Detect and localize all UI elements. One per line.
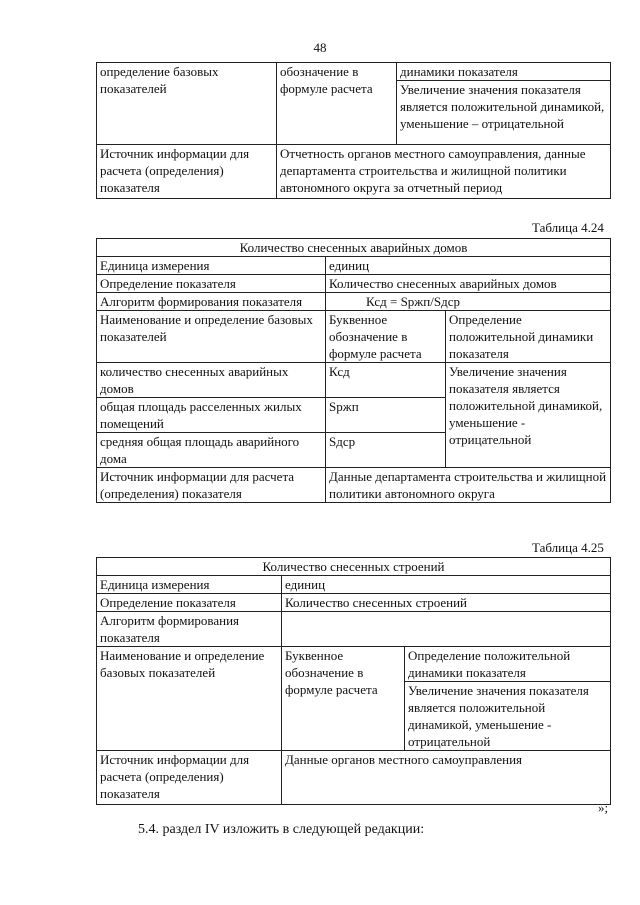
definition-value: Количество снесенных строений — [282, 594, 611, 612]
table-425 — [96, 557, 611, 805]
dynamics-value: Увеличение значения показателя является положительной динамикой, уменьшение - отрицательной — [408, 683, 589, 749]
unit-label: Единица измерения — [97, 576, 282, 594]
source-value: Отчетность органов местного самоуправления, данные департамента строительства и жилищной политики автономного округа за отчетный период — [277, 145, 611, 199]
table-425-title: Количество снесенных строений — [97, 558, 611, 576]
table-row: средняя общая площадь аварийного дома — [97, 433, 326, 468]
source-value: Данные органов местного самоуправления — [282, 751, 611, 805]
unit-label: Единица измерения — [97, 257, 326, 275]
head-symbol: Буквенное обозначение в формуле расчета — [326, 311, 446, 363]
unit-value: единиц — [282, 576, 611, 594]
unit-value: единиц — [326, 257, 611, 275]
source-label: Источник информации для расчета (определения) показателя — [97, 145, 277, 199]
table-425-caption: Таблица 4.25 — [532, 540, 604, 555]
source-value: Данные департамента строительства и жилищной политики автономного округа — [326, 468, 611, 503]
dynamics-cell — [397, 63, 611, 145]
definition-label: Определение показателя — [97, 594, 282, 612]
definition-label: Определение показателя — [97, 275, 326, 293]
row-symbol: Sдср — [326, 433, 446, 468]
dynamics-cell — [405, 647, 611, 751]
table-row: количество снесенных аварийных домов — [97, 363, 326, 398]
page-number: 48 — [313, 40, 327, 55]
head-name: Наименование и определение базовых показателей — [97, 311, 326, 363]
algorithm-label: Алгоритм формирования показателя — [97, 612, 282, 647]
dynamics-body: Увеличение значения показателя является положительной динамикой, уменьшение – отрицательной — [400, 82, 605, 131]
row-symbol: Ксд — [326, 363, 446, 398]
table-424-title: Количество снесенных аварийных домов — [97, 239, 611, 257]
paragraph: 5.4. раздел IV изложить в следующей редакции: — [138, 822, 425, 837]
formula: Ксд = Sржп/Sдср — [326, 293, 611, 311]
table-424 — [96, 238, 611, 503]
source-label: Источник информации для расчета (определения) показателя — [97, 468, 326, 503]
algorithm-label: Алгоритм формирования показателя — [97, 293, 326, 311]
table-424-caption: Таблица 4.24 — [532, 220, 604, 235]
algorithm-value — [282, 612, 611, 647]
head-dynamics: Определение положительной динамики показателя — [405, 647, 610, 682]
definition-value: Количество снесенных аварийных домов — [326, 275, 611, 293]
row-symbol: Sржп — [326, 398, 446, 433]
base-indicators-cell: определение базовых показателей — [97, 63, 277, 145]
head-name: Наименование и определение базовых показателей — [97, 647, 282, 751]
top-table — [96, 62, 611, 199]
table-row: общая площадь расселенных жилых помещений — [97, 398, 326, 433]
head-symbol: Буквенное обозначение в формуле расчета — [282, 647, 405, 751]
head-dynamics: Определение положительной динамики показателя — [446, 311, 611, 363]
source-label: Источник информации для расчета (определения) показателя — [97, 751, 282, 805]
end-quote-mark: »; — [598, 800, 609, 815]
dynamics-head: динамики показателя — [397, 63, 610, 81]
dynamics-value: Увеличение значения показателя является положительной динамикой, уменьшение - отрицательной — [446, 363, 611, 468]
symbol-cell: обозначение в формуле расчета — [277, 63, 397, 145]
